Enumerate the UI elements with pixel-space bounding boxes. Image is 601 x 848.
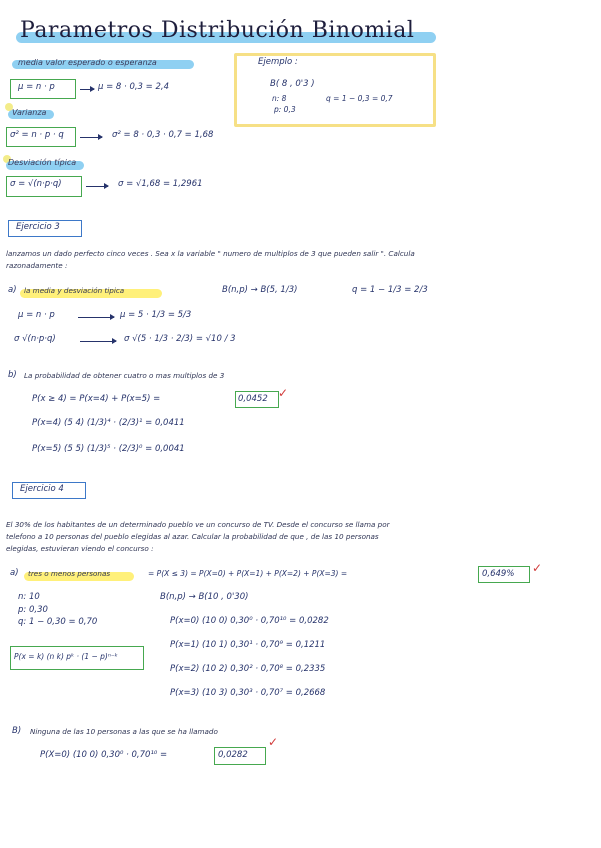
arrow-icon (78, 317, 114, 318)
varianza-formula: σ² = n · p · q (10, 130, 64, 140)
ej4-p3: P(x=3) (10 3) 0,30³ · 0,70⁷ = 0,2668 (170, 688, 326, 698)
ej4-p0: P(x=0) (10 0) 0,30⁰ · 0,70¹⁰ = 0,0282 (170, 616, 329, 626)
ej3-a-label: a) (8, 285, 17, 295)
ej3-b-line-3: P(x=5) (5 5) (1/3)⁵ · (2/3)⁰ = 0,0041 (32, 444, 185, 454)
ej4-p2: P(x=2) (10 2) 0,30² · 0,70⁸ = 0,2335 (170, 664, 326, 674)
ej3-a-text: la media y desviación tipica (24, 286, 125, 295)
check-mark-icon: ✓ (278, 386, 289, 400)
ej4-statement-1: El 30% de los habitantes de un determinado pueblo ve un concurso de TV. Desde el concurso se llama por (6, 520, 390, 529)
ej3-b-line-1: P(x ≥ 4) = P(x=4) + P(x=5) = (32, 394, 161, 404)
media-result: μ = 8 · 0,3 = 2,4 (98, 82, 170, 92)
ejemplo-p: p: 0,3 (274, 105, 296, 114)
ej4-p1: P(x=1) (10 1) 0,30¹ · 0,70⁹ = 0,1211 (170, 640, 326, 650)
ej4-p: p: 0,30 (18, 605, 48, 615)
ej4-n: n: 10 (18, 592, 40, 602)
ej4-a-equation: = P(X ≤ 3) = P(X=0) + P(X=1) + P(X=2) + P(X=3) = (148, 569, 348, 578)
ej3-sigma-result: σ √(5 · 1/3 · 2/3) = √10 / 3 (124, 334, 236, 344)
ej3-statement-2: razonadamente : (6, 261, 68, 270)
check-mark-icon: ✓ (268, 735, 279, 749)
ej3-b-label: b) (8, 370, 17, 380)
page-title: Parametros Distribución Binomial (20, 18, 415, 43)
ej4-a-label: a) (10, 568, 19, 578)
ej4-a-text: tres o menos personas (28, 569, 111, 578)
arrow-icon (80, 341, 116, 342)
ej3-title: Ejercicio 3 (16, 222, 60, 232)
desv-label: Desviación típica (8, 158, 77, 167)
ej4-statement-3: elegidas, estuvieran viendo el concurso : (6, 544, 154, 553)
ej4-title: Ejercicio 4 (20, 484, 64, 494)
ej4-q: q: 1 − 0,30 = 0,70 (18, 617, 98, 627)
ej4-b-text: Ninguna de las 10 personas a las que se ha llamado (30, 727, 218, 736)
ej4-binom: B(n,p) → B(10 , 0'30) (160, 592, 249, 602)
ej4-statement-2: telefono a 10 personas del pueblo elegidas al azar. Calcular la probabilidad de que , de las 10 personas (6, 532, 379, 541)
ej3-mu-result: μ = 5 · 1/3 = 5/3 (120, 310, 192, 320)
media-formula: μ = n · p (18, 82, 55, 92)
arrow-icon (80, 137, 102, 138)
ej3-mu-formula: μ = n · p (18, 310, 55, 320)
ejemplo-binom: B( 8 , 0'3 ) (270, 79, 315, 89)
ej4-b-line: P(X=0) (10 0) 0,30⁰ · 0,70¹⁰ = (40, 750, 168, 760)
desv-formula: σ = √(n·p·q) (10, 179, 62, 189)
ej4-a-answer: 0,649% (482, 569, 515, 579)
varianza-label: Varianza (12, 108, 47, 117)
ej4-general-formula: P(x = k) (n k) pᵏ · (1 − p)ⁿ⁻ᵏ (14, 652, 118, 661)
ej3-b-line-2: P(x=4) (5 4) (1/3)⁴ · (2/3)¹ = 0,0411 (32, 418, 185, 428)
arrow-icon (86, 186, 108, 187)
ej3-statement-1: lanzamos un dado perfecto cinco veces . Sea x la variable " numero de multiplos de 3 que pueden salir ". Calcula (6, 249, 415, 258)
arrow-icon (80, 89, 94, 90)
ej4-b-label: B) (12, 726, 22, 736)
ej3-b-answer: 0,0452 (238, 394, 268, 404)
ej3-q: q = 1 − 1/3 = 2/3 (352, 285, 428, 295)
ej4-b-answer: 0,0282 (218, 750, 248, 760)
ej3-binom: B(n,p) → B(5, 1/3) (222, 285, 298, 295)
ejemplo-title: Ejemplo : (258, 57, 298, 67)
ej3-b-text: La probabilidad de obtener cuatro o mas multiplos de 3 (24, 371, 225, 380)
ej3-sigma-formula: σ √(n·p·q) (14, 334, 56, 344)
ejemplo-n: n: 8 (272, 94, 287, 103)
varianza-result: σ² = 8 · 0,3 · 0,7 = 1,68 (112, 130, 214, 140)
desv-result: σ = √1,68 = 1,2961 (118, 179, 203, 189)
check-mark-icon: ✓ (532, 561, 543, 575)
ejemplo-q: q = 1 − 0,3 = 0,7 (326, 94, 393, 103)
media-label: media valor esperado o esperanza (18, 58, 157, 67)
